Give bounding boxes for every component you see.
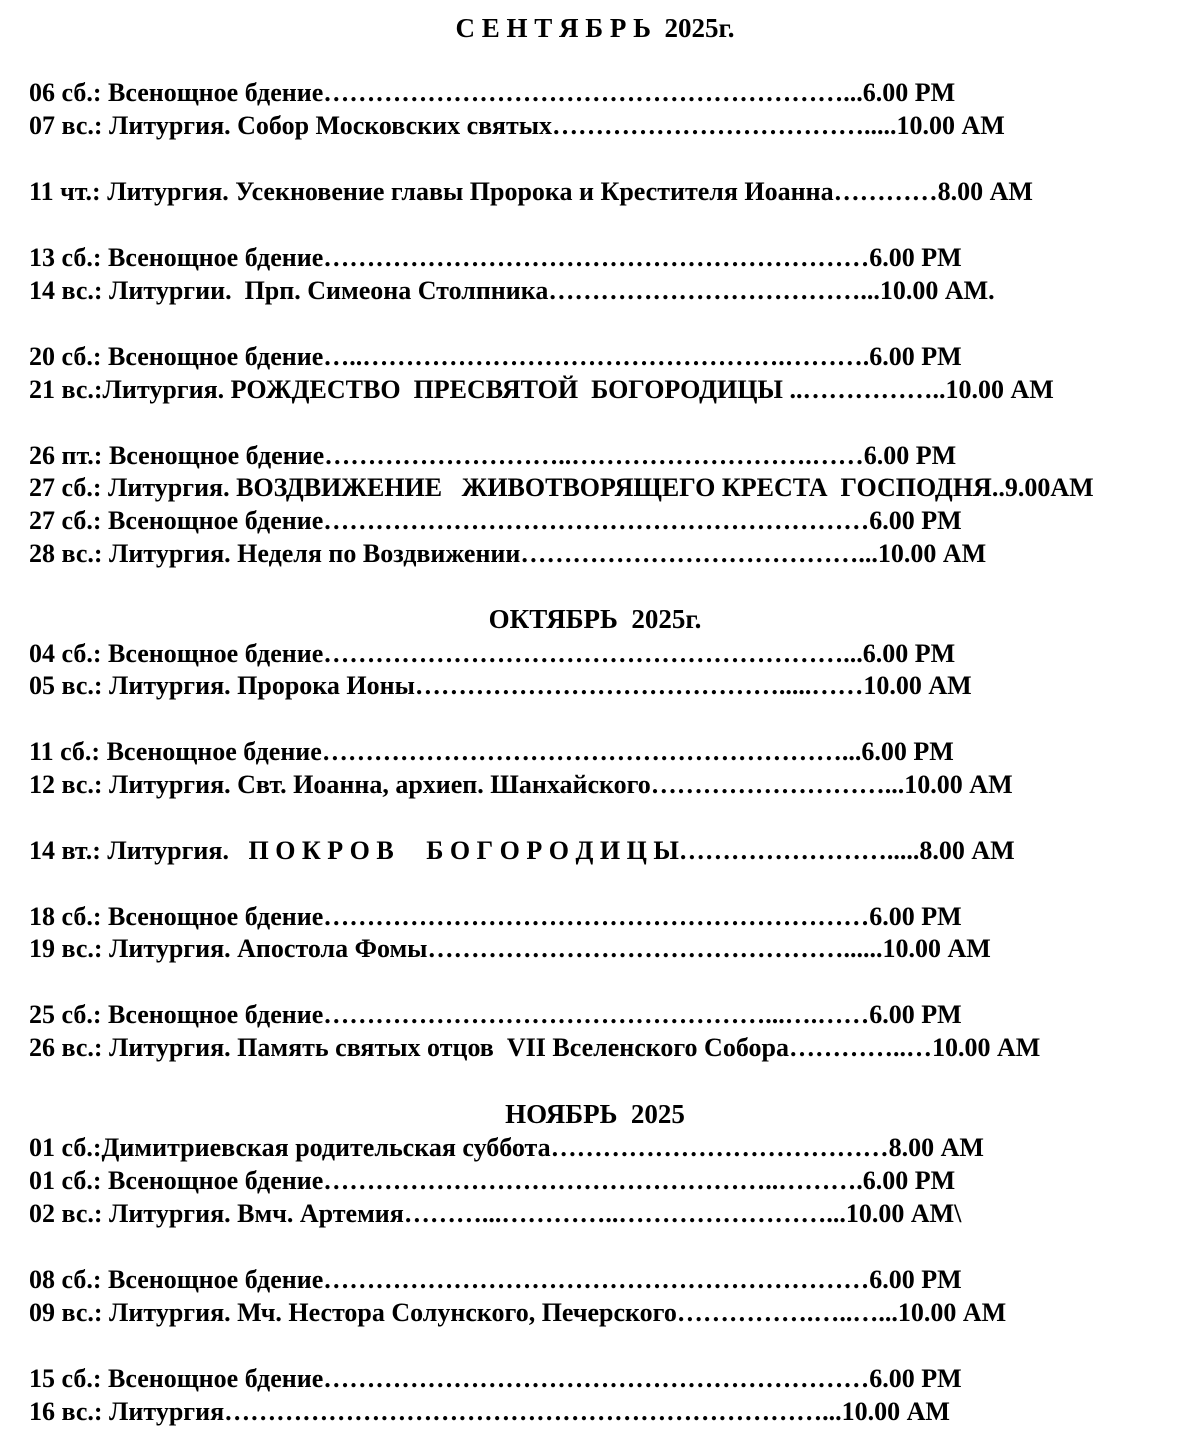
schedule-line: 14 вс.: Литургии. Прп. Симеона Столпника………………………………...10.00 AM. [29, 276, 995, 305]
schedule-line: 04 сб.: Всенощное бдение……………………………………………………...6.00 PM [29, 639, 956, 668]
schedule-line: 27 сб.: Литургия. ВОЗДВИЖЕНИЕ ЖИВОТВОРЯЩЕГО КРЕСТА ГОСПОДНЯ..9.00AM [29, 473, 1094, 502]
schedule-line: 12 вс.: Литургия. Свт. Иоанна, архиеп. Шанхайского………………………...10.00 AM [29, 770, 1013, 799]
schedule-line: 16 вс.: Литургия……………………………………………………………...10.00 AM [29, 1397, 950, 1426]
schedule-line: 01 сб.: Всенощное бдение……………………………………………..……….6.00 PM [29, 1166, 956, 1195]
schedule-line: 27 сб.: Всенощное бдение………………………………………………………6.00 PM [29, 506, 962, 535]
schedule-line: 19 вс.: Литургия. Апостола Фомы…………………………………………......10.00 AM [29, 934, 991, 963]
schedule-line: 14 вт.: Литургия. П О К Р О В Б О Г О Р О Д И Ц Ы…………………….....8.00 AM [29, 836, 1015, 865]
schedule-line: 21 вс.:Литургия. РОЖДЕСТВО ПРЕСВЯТОЙ БОГОРОДИЦЫ ..……………..10.00 AM [29, 375, 1054, 404]
month-heading-october: ОКТЯБРЬ 2025г. [488, 604, 702, 634]
month-heading-november: НОЯБРЬ 2025 [505, 1099, 685, 1129]
schedule-line: 08 сб.: Всенощное бдение………………………………………………………6.00 PM [29, 1265, 962, 1294]
schedule-line: 26 пт.: Всенощное бдение………………………..……………………….……6.00 PM [29, 441, 957, 470]
month-heading-september: С Е Н Т Я Б Р Ь 2025г. [455, 13, 735, 43]
schedule-line: 07 вс.: Литургия. Собор Московских святых……………………………….....10.00 AM [29, 111, 1005, 140]
schedule-line: 11 сб.: Всенощное бдение……………………………………………………...6.00 PM [29, 737, 954, 766]
schedule-line: 11 чт.: Литургия. Усекновение главы Пророка и Крестителя Иоанна…………8.00 AM [29, 177, 1033, 206]
schedule-line: 20 сб.: Всенощное бдение…..………………………………………….……….6.00 PM [29, 342, 962, 371]
schedule-line: 06 сб.: Всенощное бдение……………………………………………………...6.00 PM [29, 78, 956, 107]
schedule-line: 09 вс.: Литургия. Мч. Нестора Солунского, Печерского…………….…..…...10.00 AM [29, 1298, 1007, 1327]
schedule-line: 02 вс.: Литургия. Вмч. Артемия………...…………..……………………...10.00 AM\ [29, 1199, 962, 1228]
schedule-line: 18 сб.: Всенощное бдение………………………………………………………6.00 PM [29, 902, 962, 931]
schedule-line: 01 сб.:Димитриевская родительская суббота…………………………………8.00 AM [29, 1133, 984, 1162]
schedule-line: 05 вс.: Литургия. Пророка Ионы…………………………………….....……10.00 AM [29, 671, 972, 700]
schedule-line: 28 вс.: Литургия. Неделя по Воздвижении…………………………………...10.00 AM [29, 539, 987, 568]
schedule-line: 25 сб.: Всенощное бдение……………………………………………...….……6.00 PM [29, 1000, 962, 1029]
schedule-line: 15 сб.: Всенощное бдение………………………………………………………6.00 PM [29, 1364, 962, 1393]
schedule-line: 26 вс.: Литургия. Память святых отцов VII Вселенского Собора…………..…10.00 AM [29, 1033, 1041, 1062]
schedule-line: 13 сб.: Всенощное бдение………………………………………………………6.00 PM [29, 243, 962, 272]
